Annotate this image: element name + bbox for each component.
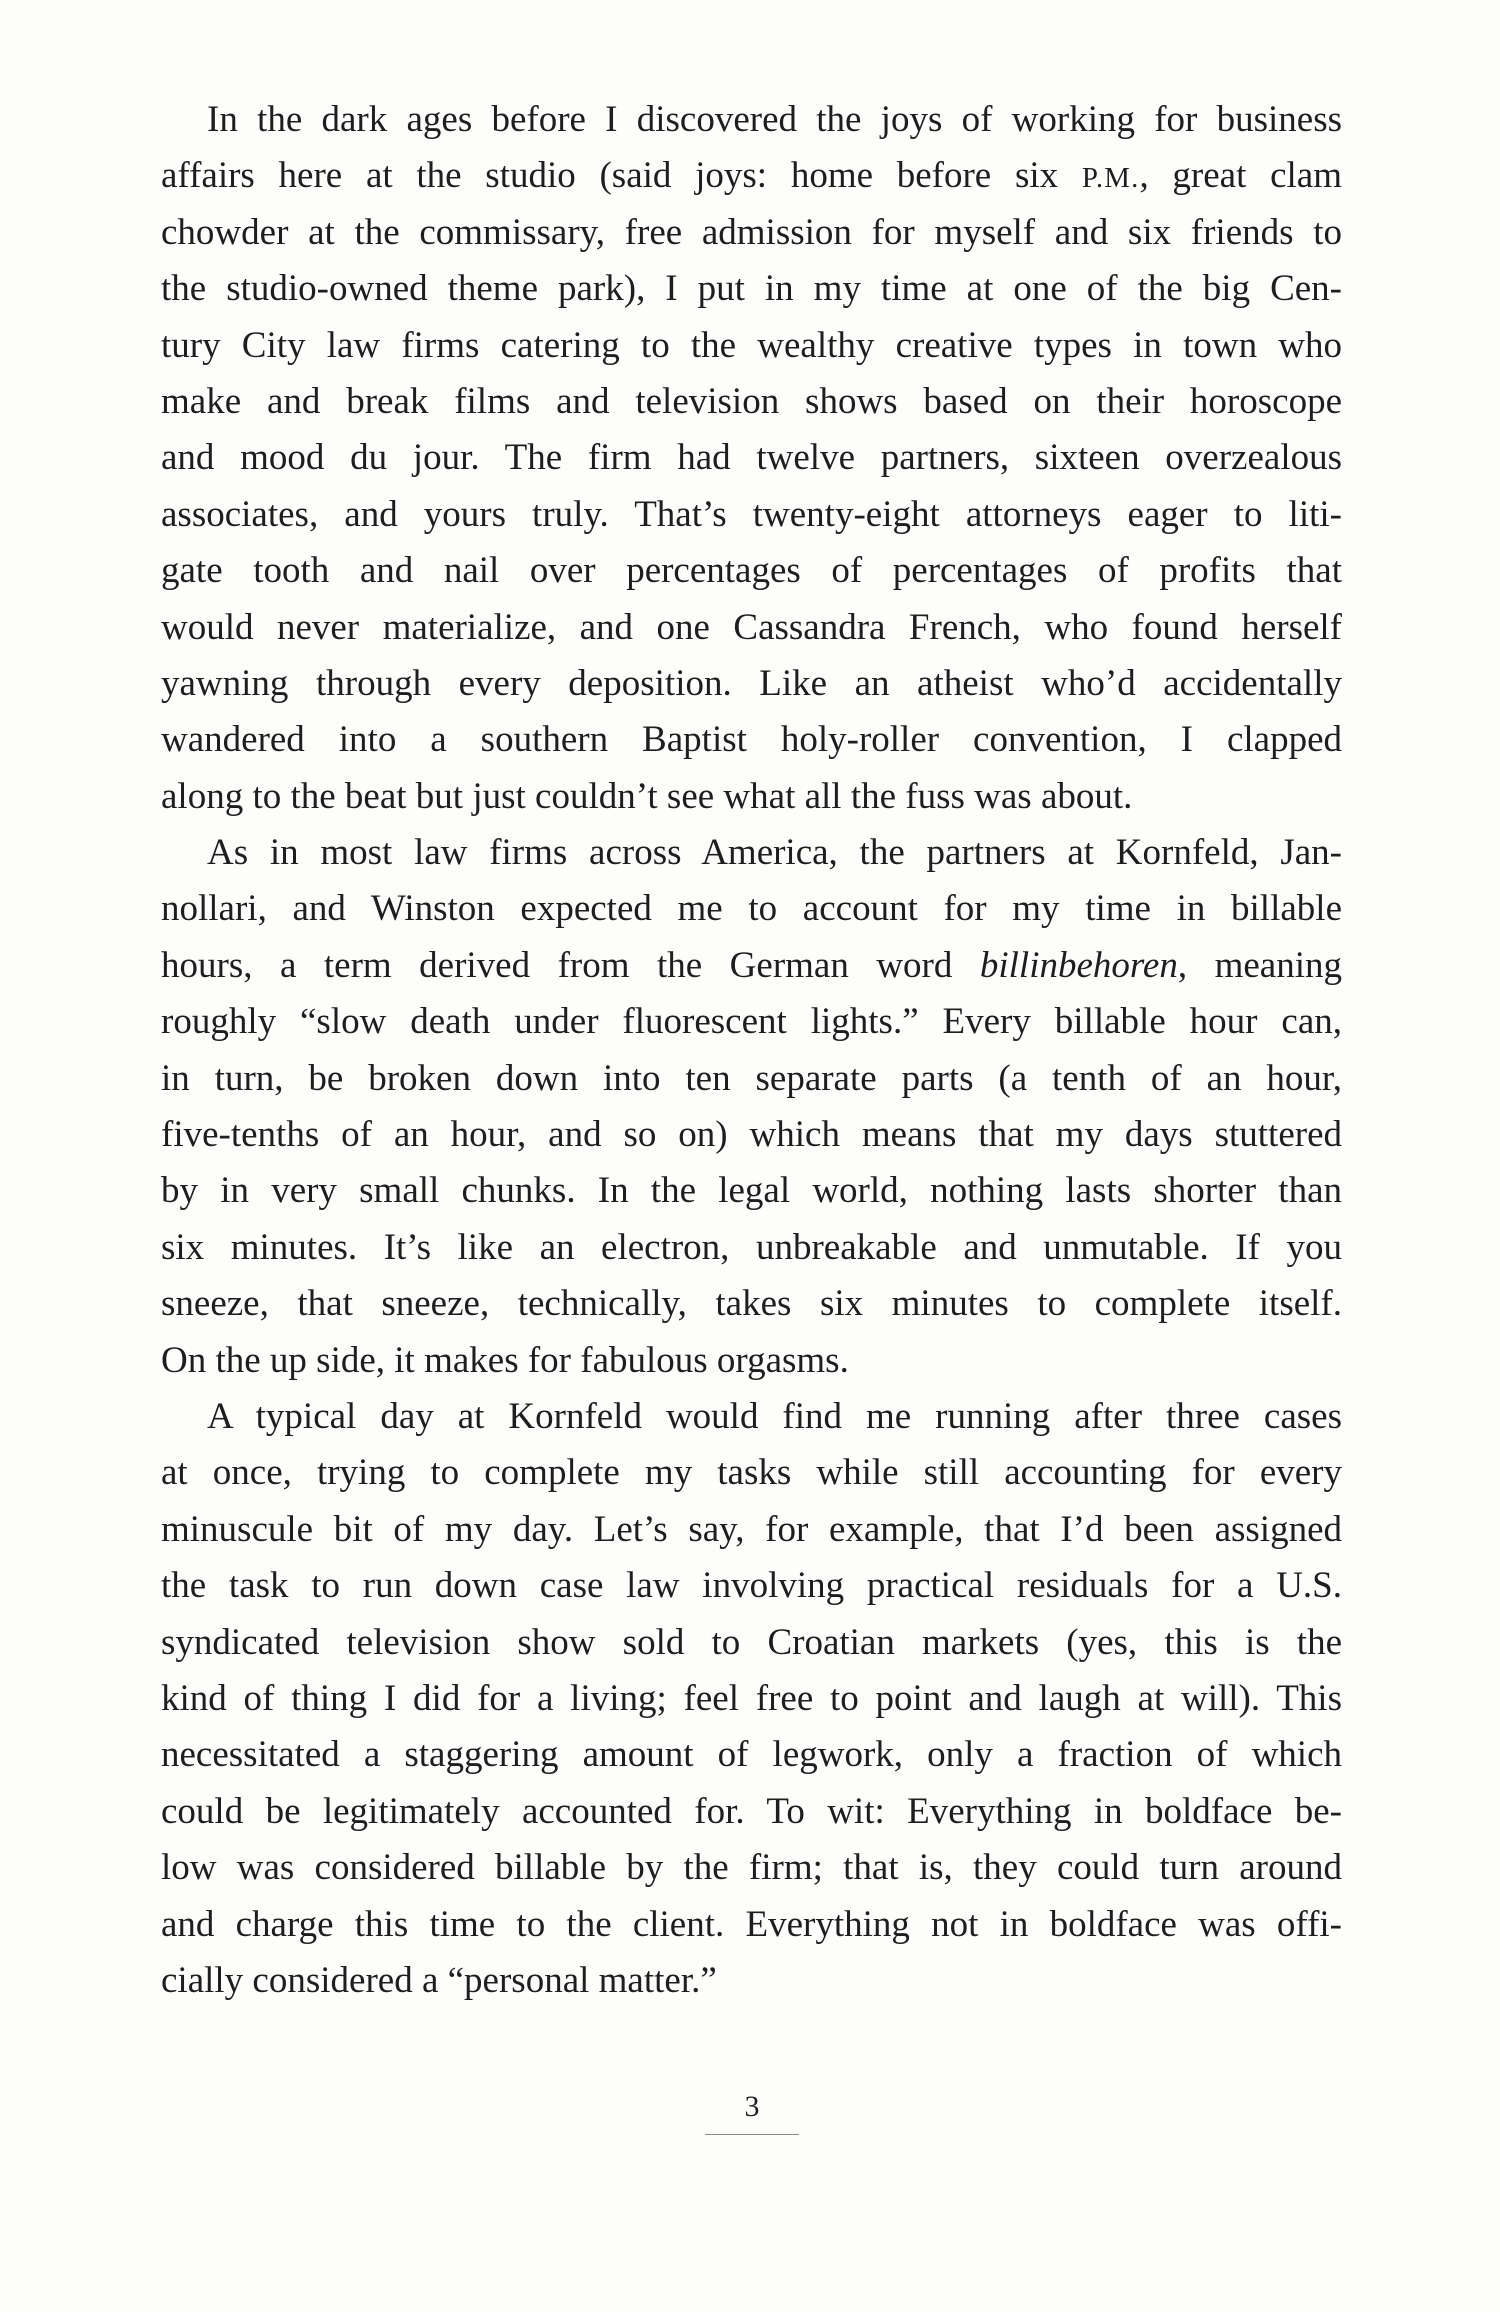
text-line: associates, and yours truly. That’s twenty-eight attorneys eager to liti- bbox=[161, 493, 1342, 535]
text-line: chowder at the commissary, free admission for myself and six friends to bbox=[161, 211, 1342, 253]
text-line: A typical day at Kornfeld would find me running after three cases bbox=[207, 1395, 1342, 1437]
text-line: yawning through every deposition. Like an atheist who’d accidentally bbox=[161, 662, 1342, 704]
text-line: six minutes. It’s like an electron, unbreakable and unmutable. If you bbox=[161, 1226, 1342, 1268]
text-line: necessitated a staggering amount of legwork, only a fraction of which bbox=[161, 1734, 1342, 1776]
text-line: nollari, and Winston expected me to account for my time in billable bbox=[161, 888, 1342, 930]
text-line: gate tooth and nail over percentages of percentages of profits that bbox=[161, 550, 1342, 592]
text-line: would never materialize, and one Cassandra French, who found herself bbox=[161, 606, 1342, 648]
text-segment: affairs here at the studio (said joys: home before six bbox=[161, 155, 1082, 197]
text-line: minuscule bit of my day. Let’s say, for example, that I’d been assigned bbox=[161, 1508, 1342, 1550]
small-caps-text: P.M. bbox=[1081, 162, 1140, 195]
paragraph bbox=[161, 1389, 1342, 2009]
text-segment: hours, a term derived from the German word bbox=[161, 944, 980, 986]
paragraph bbox=[161, 92, 1342, 825]
text-line: five-tenths of an hour, and so on) which means that my days stuttered bbox=[161, 1114, 1342, 1156]
text-line: the studio-owned theme park), I put in my time at one of the big Cen- bbox=[161, 268, 1342, 310]
italic-word: billinbehoren bbox=[979, 944, 1178, 986]
text-line: the task to run down case law involving practical residuals for a U.S. bbox=[161, 1565, 1342, 1607]
text-line: at once, trying to complete my tasks while still accounting for every bbox=[161, 1452, 1342, 1494]
body-text bbox=[161, 92, 1342, 2009]
text-line: roughly “slow death under fluorescent lights.” Every billable hour can, bbox=[161, 1001, 1342, 1043]
text-line: wandered into a southern Baptist holy-roller convention, I clapped bbox=[161, 719, 1342, 761]
text-line bbox=[161, 938, 1342, 994]
text-line: As in most law firms across America, the partners at Kornfeld, Jan- bbox=[207, 832, 1342, 874]
text-line: On the up side, it makes for fabulous orgasms. bbox=[161, 1339, 849, 1381]
text-line: and mood du jour. The firm had twelve partners, sixteen overzealous bbox=[161, 437, 1342, 479]
text-line: tury City law firms catering to the wealthy creative types in town who bbox=[161, 324, 1342, 366]
text-line: In the dark ages before I discovered the joys of working for business bbox=[207, 99, 1342, 140]
text-segment: , meaning bbox=[1177, 944, 1342, 986]
page-number-rule bbox=[705, 2134, 799, 2135]
text-line: cially considered a “personal matter.” bbox=[161, 1959, 717, 2001]
text-line: along to the beat but just couldn’t see what all the fuss was about. bbox=[161, 775, 1133, 817]
text-line bbox=[161, 148, 1342, 204]
text-line: by in very small chunks. In the legal world, nothing lasts shorter than bbox=[161, 1170, 1342, 1212]
text-line: low was considered billable by the firm; that is, they could turn around bbox=[161, 1847, 1342, 1889]
text-line: syndicated television show sold to Croatian markets (yes, this is the bbox=[161, 1621, 1342, 1663]
page-number: 3 bbox=[744, 2090, 760, 2123]
text-line: kind of thing I did for a living; feel free to point and laugh at will). This bbox=[161, 1677, 1342, 1719]
text-line: in turn, be broken down into ten separate parts (a tenth of an hour, bbox=[161, 1057, 1342, 1099]
text-line: and charge this time to the client. Everything not in boldface was offi- bbox=[161, 1903, 1342, 1945]
paragraph bbox=[161, 825, 1342, 1389]
text-segment: , great clam bbox=[1139, 155, 1342, 197]
text-line: make and break films and television shows based on their horoscope bbox=[161, 380, 1342, 422]
text-line: could be legitimately accounted for. To wit: Everything in boldface be- bbox=[161, 1790, 1342, 1832]
text-line: sneeze, that sneeze, technically, takes six minutes to complete itself. bbox=[161, 1283, 1342, 1325]
